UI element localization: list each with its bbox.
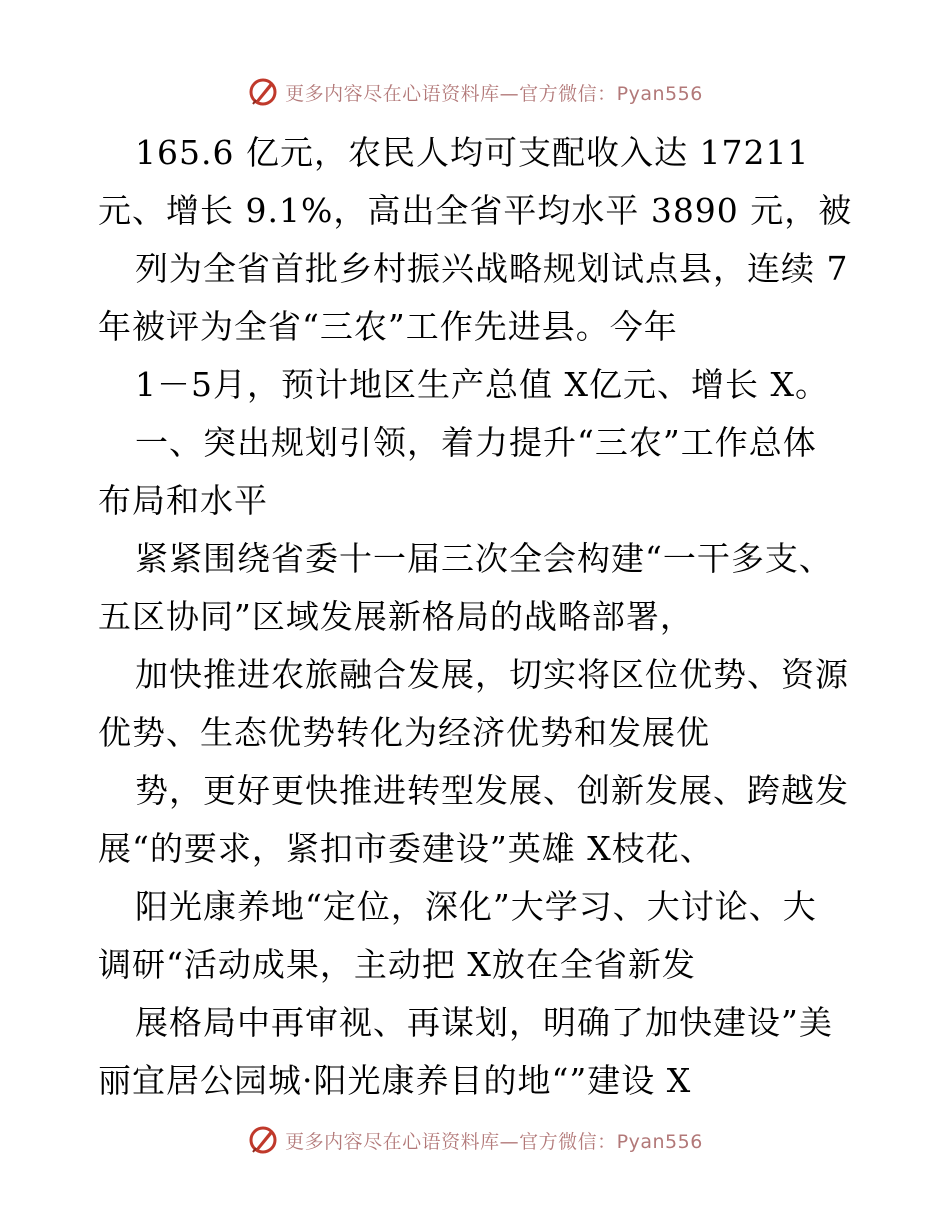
body-line: 加快推进农旅融合发展，切实将区位优势、资源 (135, 655, 849, 694)
body-line: 优势、生态优势转化为经济优势和发展优 (98, 713, 710, 752)
header-banner-text: 更多内容尽在心语资料库—官方微信：Pyan556 (285, 82, 703, 105)
header-watermark-banner (0, 72, 950, 112)
body-line: 元、增长 9.1%，高出全省平均水平 3890 元，被 (98, 191, 853, 230)
body-line: 列为全省首批乡村振兴战略规划试点县，连续 7 (135, 249, 849, 288)
quill-pen-logo-icon (247, 76, 279, 108)
footer-watermark-banner (0, 1120, 950, 1160)
body-line: 165.6 亿元，农民人均可支配收入达 17211 (135, 133, 810, 172)
body-line: 丽宜居公园城·阳光康养目的地“”建设 X (98, 1061, 692, 1100)
body-line: 1－5月，预计地区生产总值 X亿元、增长 X。 (135, 365, 829, 404)
body-line: 势，更好更快推进转型发展、创新发展、跨越发 (135, 771, 849, 810)
body-line: 阳光康养地“定位，深化”大学习、大讨论、大 (135, 887, 817, 926)
body-line: 年被评为全省“三农”工作先进县。今年 (98, 307, 678, 346)
footer-banner-text: 更多内容尽在心语资料库—官方微信：Pyan556 (285, 1130, 703, 1153)
body-line: 调研“活动成果，主动把 X放在全省新发 (98, 945, 696, 984)
body-line: 展格局中再审视、再谋划，明确了加快建设”美 (135, 1003, 833, 1042)
section-heading-continued: 布局和水平 (98, 481, 268, 520)
body-line: 展“的要求，紧扣市委建设”英雄 X枝花、 (98, 829, 714, 868)
quill-pen-logo-icon (247, 1124, 279, 1156)
section-heading: 一、突出规划引领，着力提升“三农”工作总体 (135, 423, 817, 462)
body-line: 紧紧围绕省委十一届三次全会构建“一干多支、 (135, 539, 833, 578)
body-line: 五区协同”区域发展新格局的战略部署， (98, 597, 694, 636)
